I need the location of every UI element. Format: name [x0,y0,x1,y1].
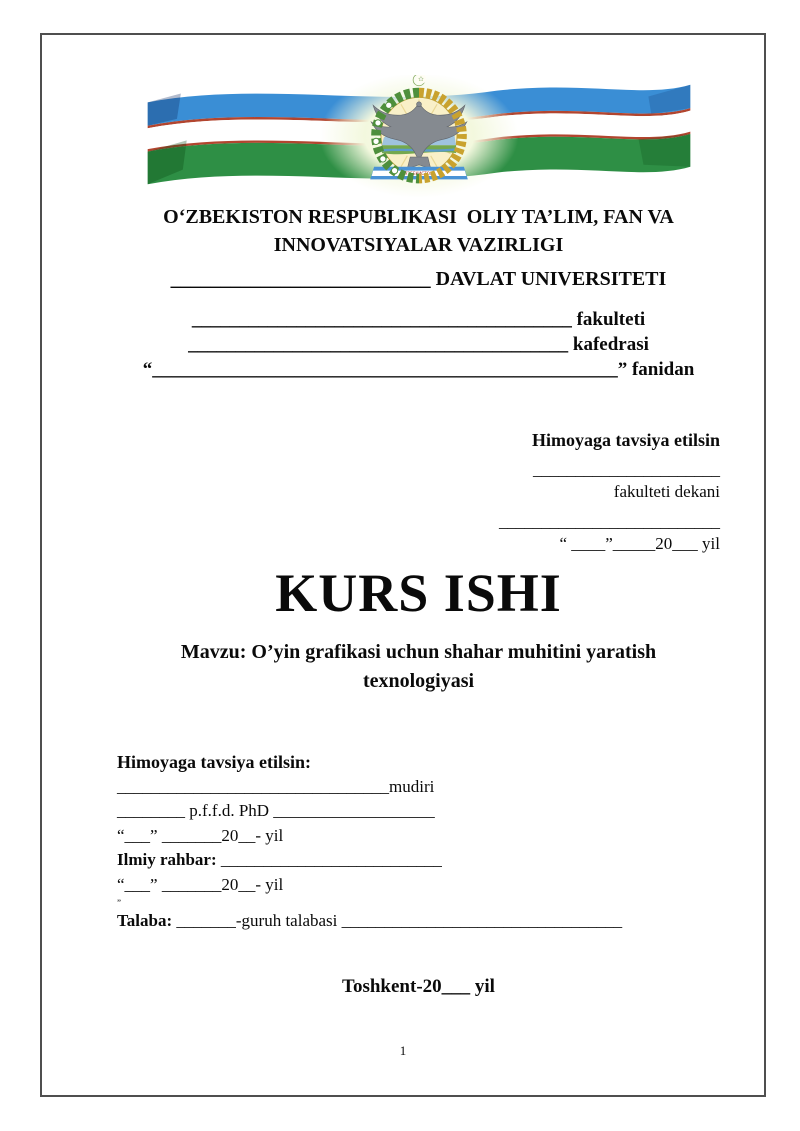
student-label: Talaba: [117,911,173,930]
signature-block [117,750,720,934]
student-blank-line: _______-guruh talabasi _________________________________ [172,911,623,930]
approval-date-line: “ ____”_____20___ yil [559,534,720,553]
kafedra-blank-line: ________________________________________ kafedrasi [188,334,649,355]
stray-quote-mark: ” [117,898,121,908]
ministry-heading-line1: O‘ZBEKISTON RESPUBLIKASI OLIY TA’LIM, FAN VA [163,206,674,228]
ministry-heading-line2: INNOVATSIYALAR VAZIRLIGI [273,234,564,256]
subject-blank-line: “_________________________________________________” fanidan [142,359,695,380]
city-year-line: Toshkent-20___ yil [342,975,495,997]
approval-sign-line2: __________________________ [499,512,720,531]
dean-label: fakulteti dekani [613,482,720,501]
date-blank-line2: “___” _______20__- yil [117,874,284,894]
recommend-label: Himoyaga tavsiya etilsin: [117,752,311,772]
flag-emblem-graphic [139,75,699,197]
approval-title: Himoyaga tavsiya etilsin [532,430,720,450]
mudiri-blank-line: ________________________________mudiri [117,776,435,796]
advisor-blank-line: __________________________ [216,850,442,869]
uzbekistan-flag-banner [139,75,699,197]
topic-line2: texnologiyasi [362,670,475,692]
advisor-line [117,848,720,873]
page-number: 1 [399,1043,407,1058]
date-blank-line1: “___” _______20__- yil [117,825,284,845]
main-title: KURS ISHI [275,563,562,623]
phd-blank-line: ________ p.f.f.d. PhD ___________________ [117,801,435,820]
emblem-ribbon-text: ЎЗБЕКИСТОН [404,171,433,177]
topic-line1: Mavzu: O’yin grafikasi uchun shahar muhitini yaratish [180,641,657,663]
university-blank-line: __________________________ DAVLAT UNIVERSITETI [170,268,667,290]
document-page [40,33,766,1097]
approval-block [117,430,720,554]
student-line [117,909,720,934]
topic-block [117,638,720,696]
advisor-label: Ilmiy rahbar: [117,850,217,869]
approval-sign-line: ______________________ [533,460,720,479]
page-content [42,35,764,1095]
faculty-blank-line: ________________________________________ fakulteti [191,309,646,330]
department-block [117,307,720,382]
